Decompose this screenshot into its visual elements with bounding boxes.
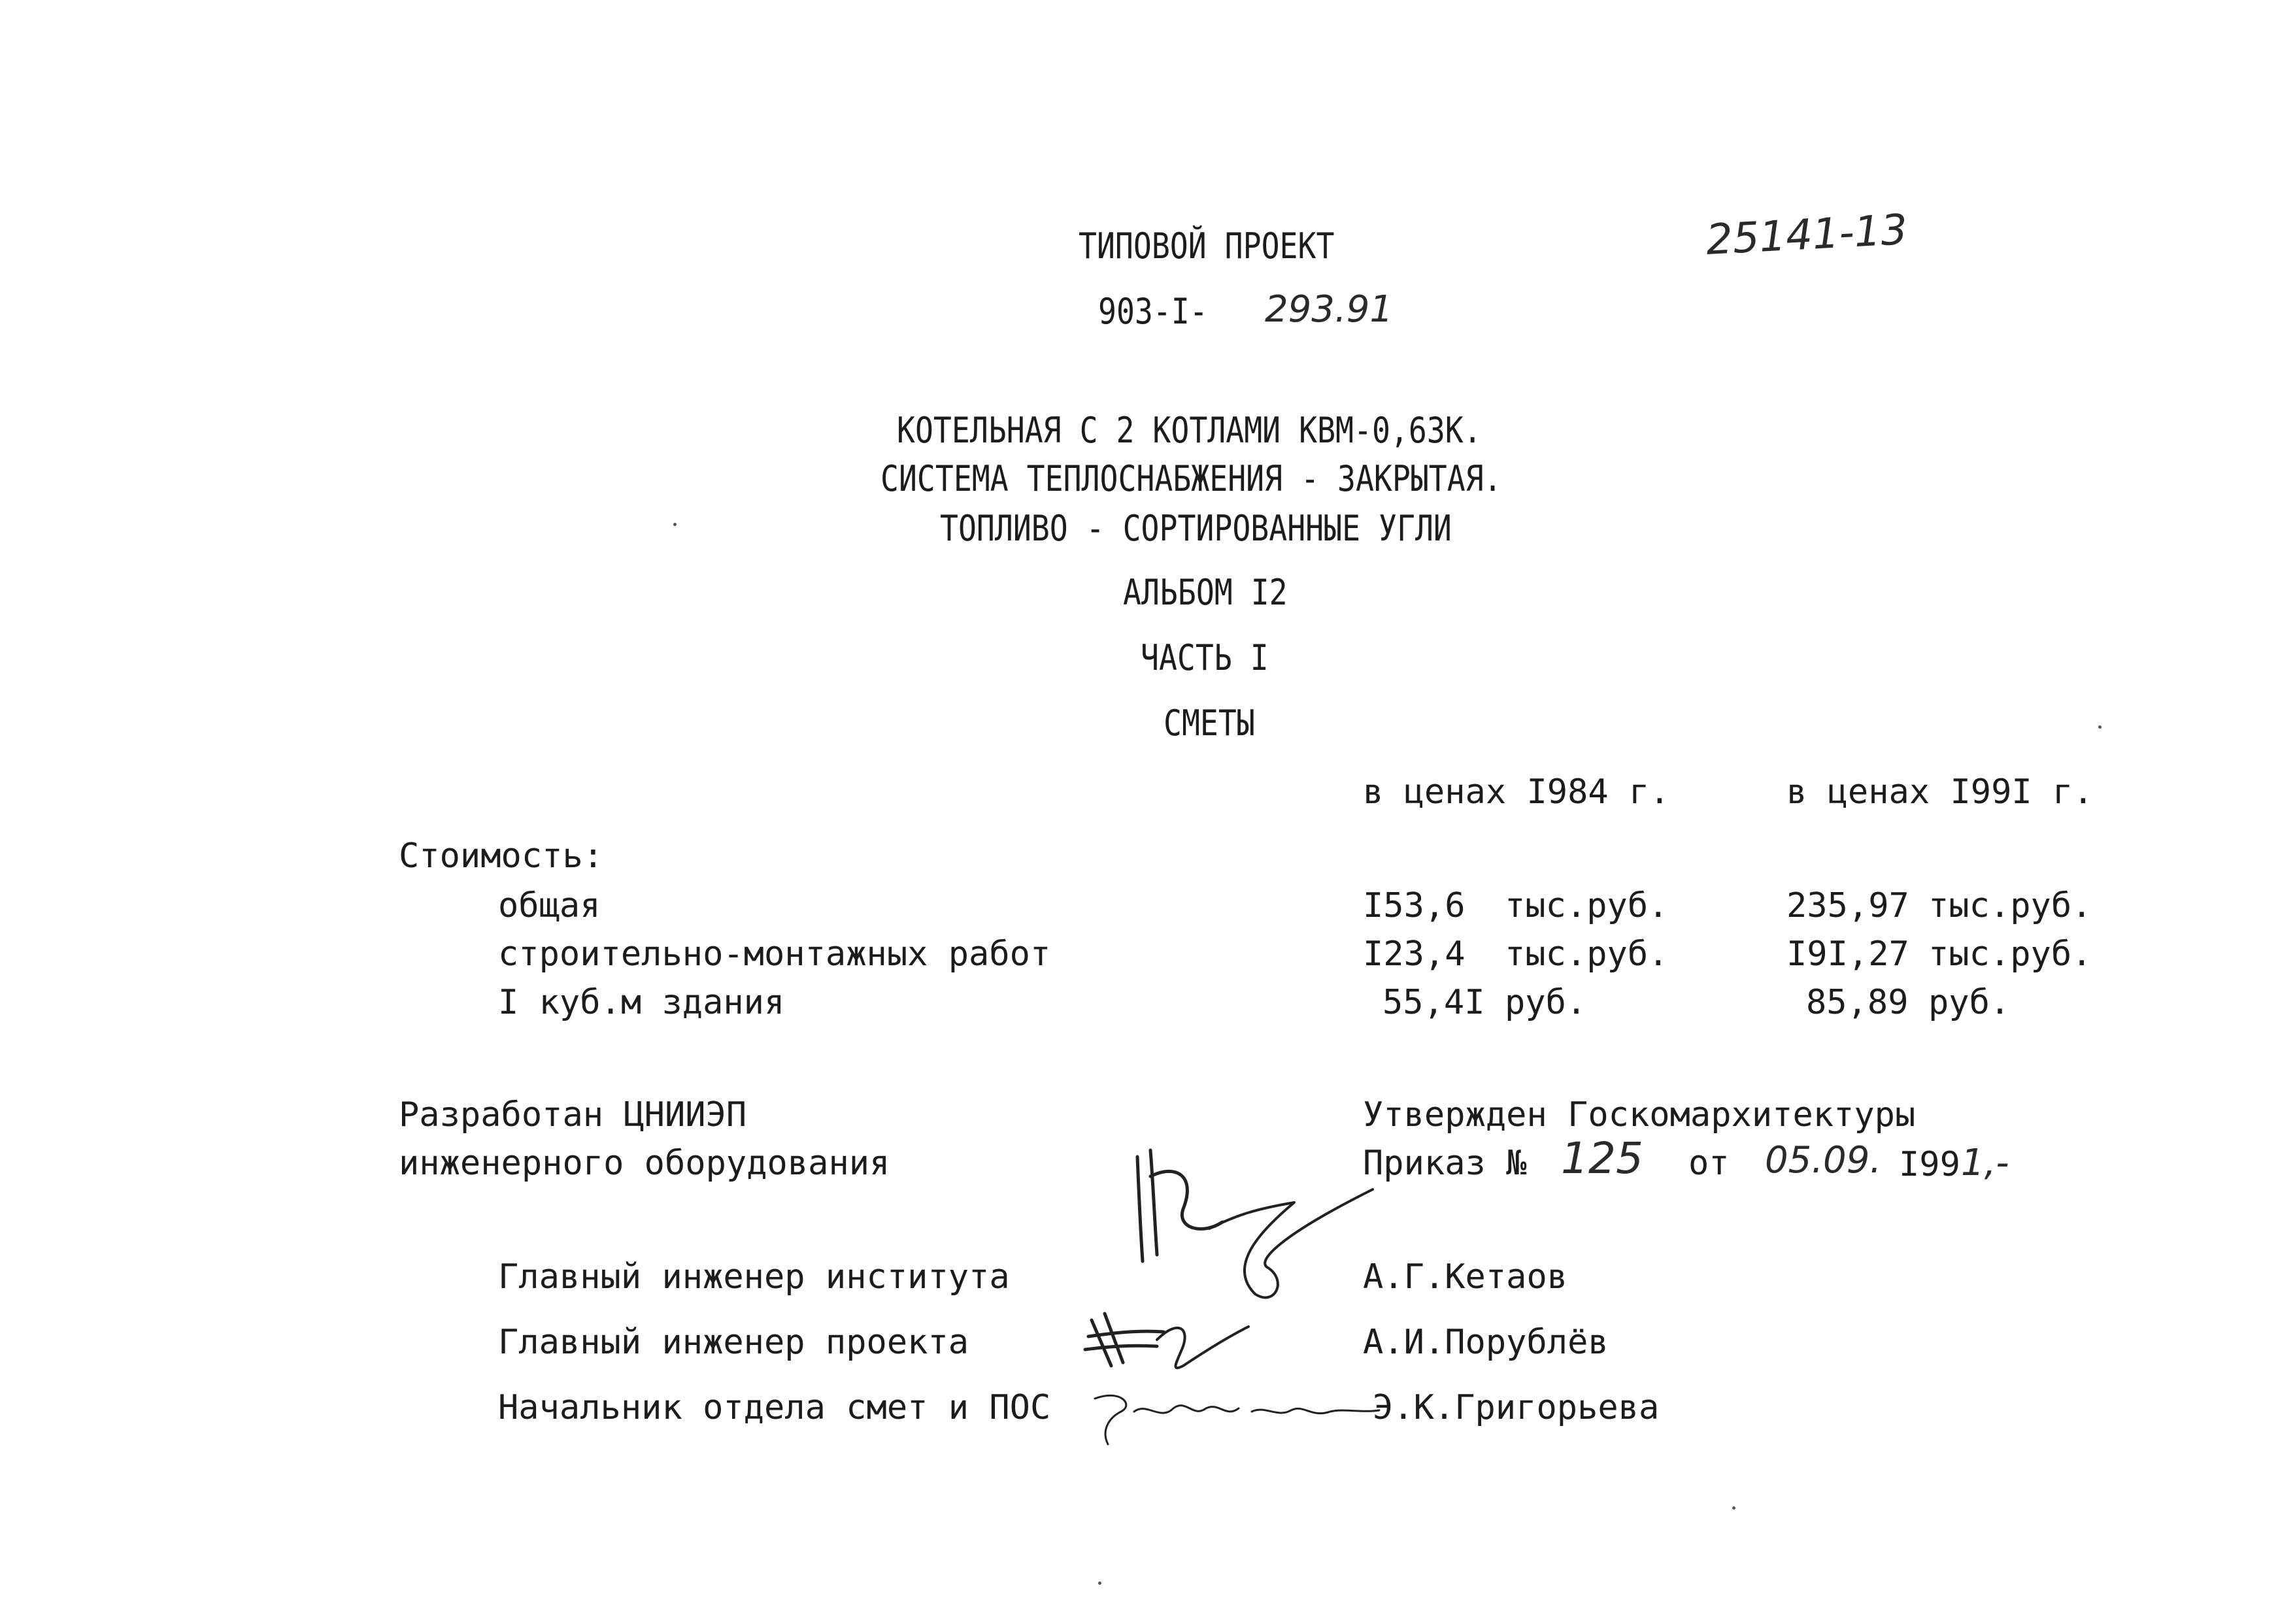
signature-chief-engineer-project [1085,1301,1255,1379]
signatory-name: Э.К.Григорьева [1373,1388,1660,1427]
value-1991: 85,89 [1806,983,1909,1022]
unit-1991: тыс.руб. [1928,935,2092,974]
row-label: I куб.м здания [498,983,785,1022]
handwritten-code: 25141-13 [1705,205,1909,265]
developer-line-2: инженерного оборудования [399,1144,890,1183]
value-1984: I53,6 [1363,886,1466,925]
order-year-handwritten: 1,- [1961,1142,2009,1184]
unit-1984: тыс.руб. [1505,886,1669,925]
value-1984: 55,4I [1382,983,1485,1022]
row-label: строительно-монтажных работ [498,935,1051,974]
doc-type-heading: ТИПОВОЙ ПРОЕКТ [1079,225,1335,267]
order-year-printed: I99 [1899,1145,1960,1184]
signatory-role: Начальник отдела смет и ПОС [498,1388,1051,1427]
title-line-1: КОТЕЛЬНАЯ С 2 КОТЛАМИ КВМ-0,63К. [897,410,1482,451]
signature-chief-engineer-institute [1124,1137,1399,1320]
scan-speck [1098,1582,1101,1585]
unit-1991: тыс.руб. [1928,886,2092,925]
scan-speck [1732,1506,1735,1510]
order-number: 125 [1561,1133,1643,1184]
album-label: АЛЬБОМ I2 [1123,572,1288,613]
section-label: СМЕТЫ [1164,703,1255,744]
order-from-label: от [1688,1144,1730,1183]
title-line-3: ТОПЛИВО - СОРТИРОВАННЫЕ УГЛИ [940,508,1452,549]
signatory-name: А.И.Порублёв [1363,1323,1609,1362]
part-label: ЧАСТЬ I [1141,637,1269,678]
signatory-role: Главный инженер института [498,1257,1010,1297]
value-1991: I9I,27 [1786,935,1909,974]
column-header-1984: в ценах I984 г. [1363,772,1670,812]
row-label: общая [498,886,601,925]
scan-speck [673,523,677,526]
signatory-name: А.Г.Кетаов [1363,1257,1568,1297]
approval-line: Утвержден Госкомархитектуры [1363,1095,1916,1135]
unit-1984: руб. [1505,983,1587,1022]
value-1984: I23,4 [1363,935,1466,974]
column-header-1991: в ценах I99I г. [1786,772,2094,812]
cost-heading: Стоимость: [399,837,604,876]
signatory-role: Главный инженер проекта [498,1323,969,1362]
developer-line-1: Разработан ЦНИИЭП [399,1095,747,1135]
scan-speck [2098,725,2102,729]
value-1991: 235,97 [1786,886,1909,925]
project-number-handwritten: 293.91 [1265,288,1393,331]
title-line-2: СИСТЕМА ТЕПЛОСНАБЖЕНИЯ - ЗАКРЫТАЯ. [880,458,1502,499]
order-label: Приказ № [1363,1144,1527,1183]
order-date: 05.09. [1765,1139,1882,1182]
project-number-printed: 903-I- [1098,291,1208,332]
signature-head-of-department [1082,1372,1382,1451]
unit-1991: руб. [1928,983,2011,1022]
unit-1984: тыс.руб. [1505,935,1669,974]
